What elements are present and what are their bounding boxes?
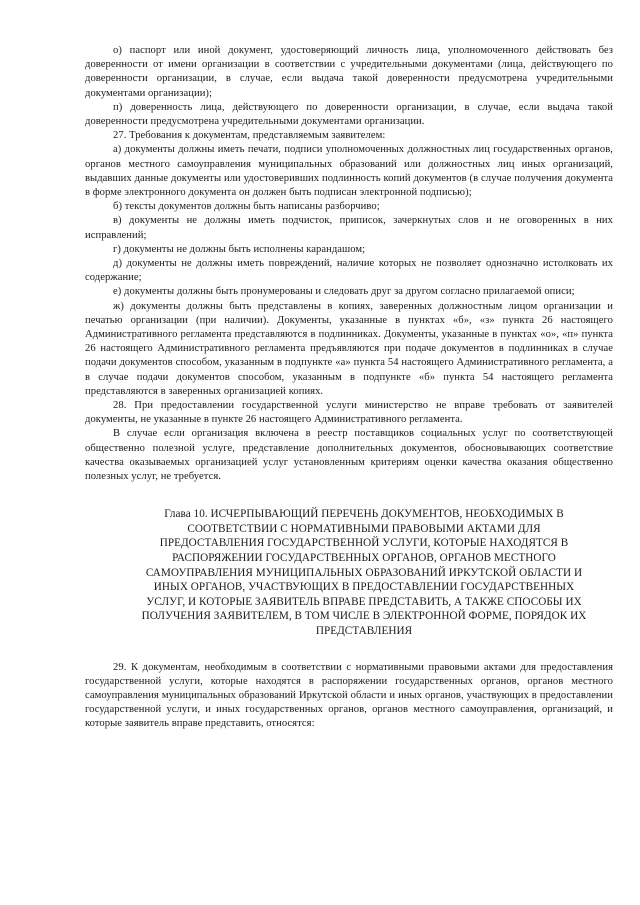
paragraph-27-e: е) документы должны быть пронумерованы и следовать друг за другом согласно прилагаемой описи; [113, 286, 575, 298]
paragraph-item-o: о) паспорт или иной документ, удостоверяющий личность лица, уполномоченного действовать без доверенности от имени организации в соответствии с учредительными документами (лица, действующего по доверенности организации, в случае, если выдача такой доверенности предусмотрена учредительными документами организации); [85, 45, 613, 99]
paragraph-27-d: д) документы не должны иметь повреждений, наличие которых не позволяет однозначно истолковать их содержание; [85, 258, 613, 284]
paragraph-27-a: а) документы должны иметь печати, подписи уполномоченных должностных лиц государственных органов, органов местного самоуправления муниципальных образований или должностных лиц иных организаций, выдавших данные документы или удостоверивших подлинность копий документов (в случае получения документа в форме электронного документа он должен быть подписан электронной подписью); [85, 144, 613, 199]
chapter-10-heading: Глава 10. ИСЧЕРПЫВАЮЩИЙ ПЕРЕЧЕНЬ ДОКУМЕНТОВ, НЕОБХОДИМЫХ В СООТВЕТСТВИИ С НОРМАТИВНЫМИ ПРАВОВЫМИ АКТАМИ ДЛЯ ПРЕДОСТАВЛЕНИЯ ГОСУДАРСТВЕННОЙ УСЛУГИ, КОТОРЫЕ НАХОДЯТСЯ В РАСПОРЯЖЕНИИ ГОСУДАРСТВЕННЫХ ОРГАНОВ, ОРГАНОВ МЕСТНОГО САМОУПРАВЛЕНИЯ МУНИЦИПАЛЬНЫХ ОБРАЗОВАНИЙ ИРКУТСКОЙ ОБЛАСТИ И ИНЫХ ОРГАНОВ, УЧАСТВУЮЩИХ В ПРЕДОСТАВЛЕНИИ ГОСУДАРСТВЕННЫХ УСЛУГ, И КОТОРЫЕ ЗАЯВИТЕЛЬ ВПРАВЕ ПРЕДСТАВИТЬ, А ТАКЖЕ СПОСОБЫ ИХ ПОЛУЧЕНИЯ ЗАЯВИТЕЛЕМ, В ТОМ ЧИСЛЕ В ЭЛЕКТРОННОЙ ФОРМЕ, ПОРЯДОК ИХ ПРЕДСТАВЛЕНИЯ [141, 508, 587, 638]
paragraph-28-registry: В случае если организация включена в реестр поставщиков социальных услуг по соответствующей общественно полезной услуге, представление дополнительных документов, обосновывающих соответствие качества оказываемых организацией услуг установленным критериям оценки качества оказания общественно полезных услуг, не требуется. [85, 428, 613, 483]
paragraph-27-g: г) документы не должны быть исполнены карандашом; [113, 243, 366, 255]
paragraph-29: 29. К документам, необходимым в соответствии с нормативными правовыми актами для предоставления государственной услуги, которые находятся в распоряжении государственных органов, органов местного самоуправления муниципальных образований Иркутской области и иных органов, участвующих в предоставлении государственной услуги, и иных государственных органов, органов местного самоуправления, организаций, и которые заявитель вправе представить, относятся: [85, 661, 613, 730]
paragraph-item-p: п) доверенность лица, действующего по доверенности организации, в случае, если выдача такой доверенности предусмотрена учредительными документами организации. [85, 101, 613, 128]
paragraph-27-zh: ж) документы должны быть представлены в копиях, заверенных должностным лицом организации и печатью организации (при наличии). Документы, указанные в пунктах «б», «з» пункта 26 настоящего Административного регламента представляются в подлинниках. Документы, указанные в пунктах «о», «п» пункта 26 настоящего Административного регламента предъявляются при подаче документов в подлинниках в случае подачи документов способом, указанным в подпункте «а» пункта 54 настоящего Административного регламента, а в случае подачи документов способом, указанным в подпункте «б» пункта 54 настоящего регламента представляются в заверенных организацией копиях. [85, 300, 613, 397]
paragraph-28: 28. При предоставлении государственной услуги министерство не вправе требовать от заявителей документы, не указанные в пункте 26 настоящего Административного регламента. [85, 400, 613, 426]
document-page [85, 44, 613, 732]
paragraph-27-heading: 27. Требования к документам, представляемым заявителем: [113, 130, 386, 142]
paragraph-27-b: б) тексты документов должны быть написаны разборчиво; [113, 201, 380, 213]
paragraph-27-v: в) документы не должны иметь подчисток, приписок, зачеркнутых слов и не оговоренных в них исправлений; [85, 215, 613, 241]
